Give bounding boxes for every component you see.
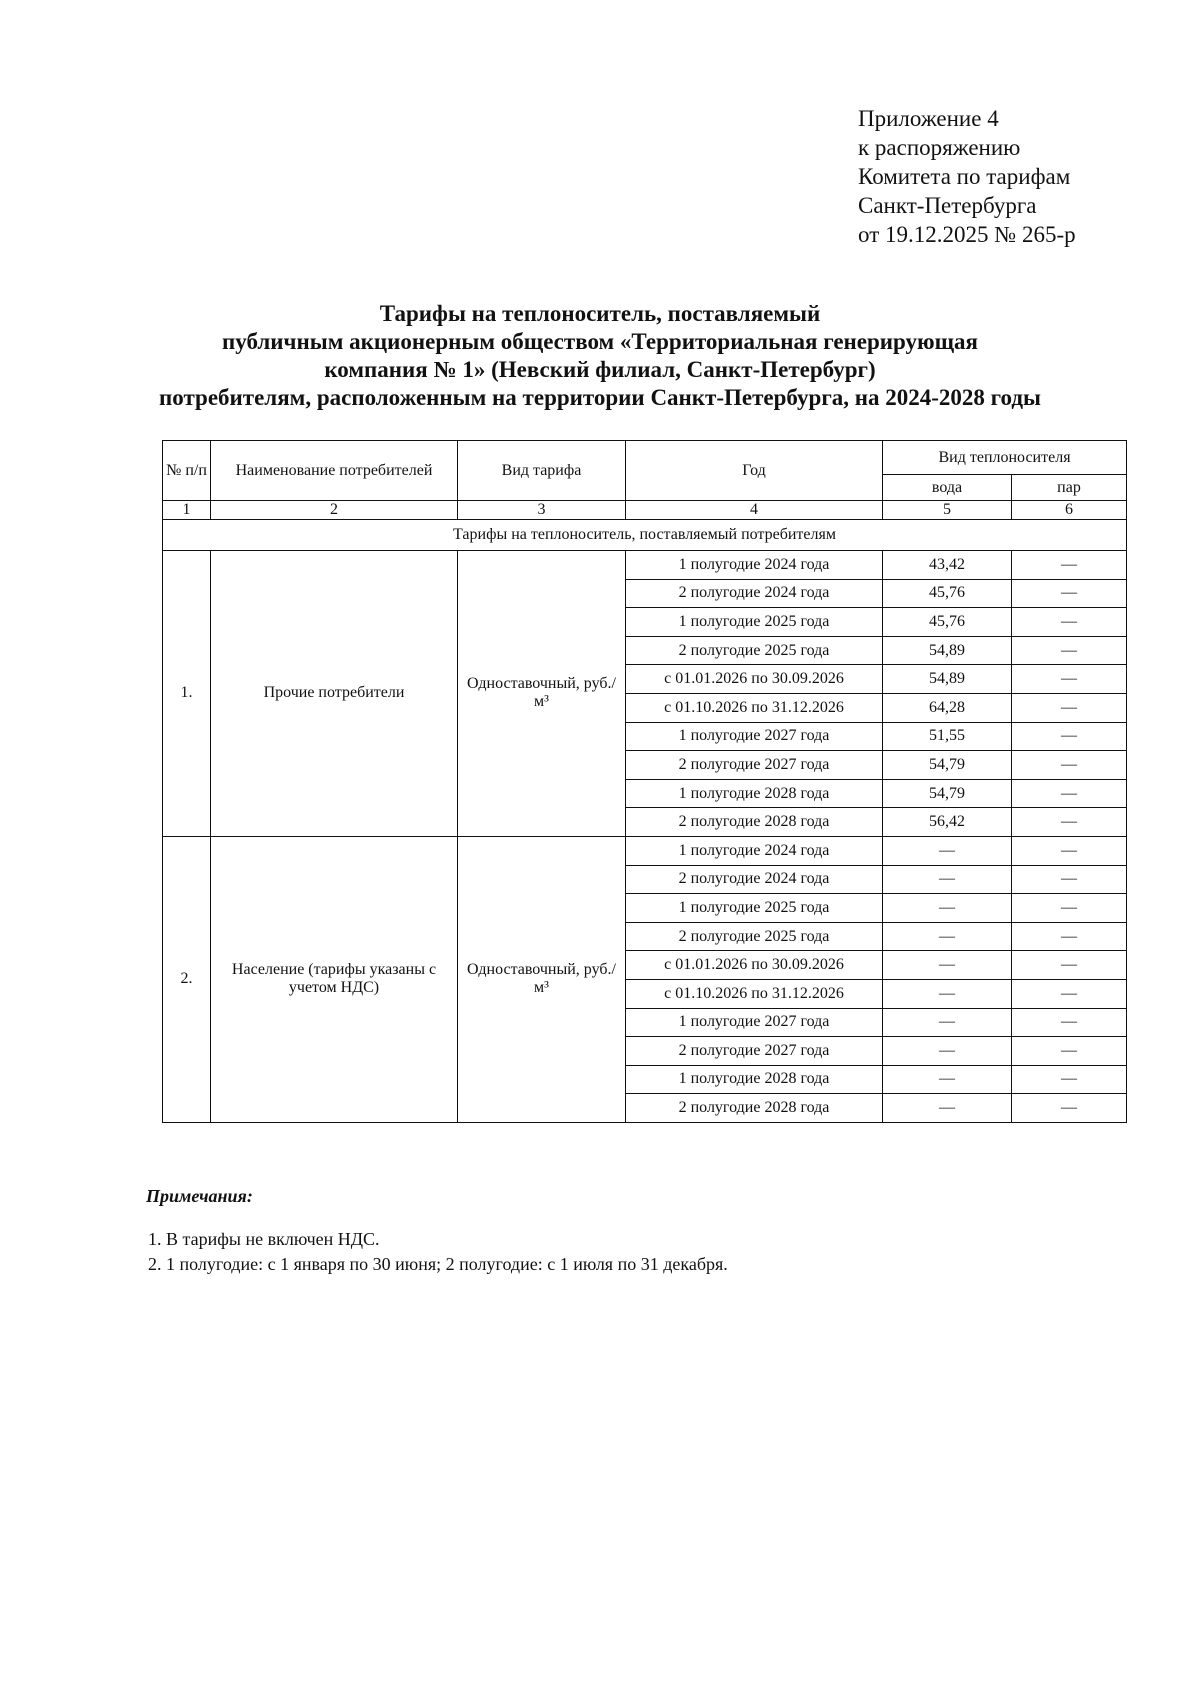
header-year: Год <box>626 441 883 501</box>
water-value: 51,55 <box>883 722 1012 751</box>
steam-value: — <box>1012 722 1127 751</box>
steam-value: — <box>1012 1094 1127 1123</box>
water-value: — <box>883 865 1012 894</box>
consumer-name: Прочие потребители <box>211 551 458 837</box>
period-cell: с 01.10.2026 по 31.12.2026 <box>626 979 883 1008</box>
header-tariff-type: Вид тарифа <box>458 441 626 501</box>
steam-value: — <box>1012 551 1127 580</box>
period-cell: 2 полугодие 2025 года <box>626 922 883 951</box>
water-value: 54,89 <box>883 665 1012 694</box>
header-water: вода <box>883 475 1012 501</box>
notes-title: Примечания: <box>146 1186 253 1206</box>
period-cell: 2 полугодие 2028 года <box>626 1094 883 1123</box>
column-number: 4 <box>626 501 883 520</box>
water-value: — <box>883 1037 1012 1066</box>
steam-value: — <box>1012 865 1127 894</box>
steam-value: — <box>1012 922 1127 951</box>
water-value: — <box>883 1094 1012 1123</box>
tariff-type: Одноставочный, руб./м³ <box>458 551 626 837</box>
appendix-line: к распоряжению <box>858 135 1021 160</box>
appendix-line: Приложение 4 <box>858 106 999 131</box>
period-cell: 1 полугодие 2025 года <box>626 894 883 923</box>
period-cell: с 01.10.2026 по 31.12.2026 <box>626 693 883 722</box>
water-value: — <box>883 894 1012 923</box>
steam-value: — <box>1012 836 1127 865</box>
water-value: 56,42 <box>883 808 1012 837</box>
note-item: 2. 1 полугодие: с 1 января по 30 июня; 2 полугодие: с 1 июля по 31 декабря. <box>166 1252 728 1277</box>
period-cell: с 01.01.2026 по 30.09.2026 <box>626 665 883 694</box>
section-title: Тарифы на теплоноситель, поставляемый потребителям <box>163 520 1127 551</box>
document-title <box>150 300 1050 412</box>
water-value: 54,89 <box>883 636 1012 665</box>
column-number: 1 <box>163 501 211 520</box>
table-row <box>163 551 1127 580</box>
column-number: 5 <box>883 501 1012 520</box>
water-value: — <box>883 1065 1012 1094</box>
water-value: — <box>883 1008 1012 1037</box>
appendix-line: от 19.12.2025 № 265-р <box>858 222 1076 247</box>
period-cell: 1 полугодие 2024 года <box>626 836 883 865</box>
tariff-type: Одноставочный, руб./м³ <box>458 836 626 1122</box>
steam-value: — <box>1012 779 1127 808</box>
tariff-table <box>162 440 1127 1123</box>
steam-value: — <box>1012 608 1127 637</box>
group-number: 1. <box>163 551 211 837</box>
water-value: — <box>883 979 1012 1008</box>
water-value: 64,28 <box>883 693 1012 722</box>
header-consumer: Наименование потребителей <box>211 441 458 501</box>
period-cell: 1 полугодие 2027 года <box>626 1008 883 1037</box>
table-row <box>163 836 1127 865</box>
steam-value: — <box>1012 894 1127 923</box>
period-cell: 1 полугодие 2025 года <box>626 608 883 637</box>
water-value: 45,76 <box>883 608 1012 637</box>
period-cell: 1 полугодие 2028 года <box>626 779 883 808</box>
water-value: 43,42 <box>883 551 1012 580</box>
period-cell: 2 полугодие 2024 года <box>626 865 883 894</box>
period-cell: 2 полугодие 2027 года <box>626 1037 883 1066</box>
steam-value: — <box>1012 808 1127 837</box>
notes-list <box>146 1227 728 1277</box>
steam-value: — <box>1012 1065 1127 1094</box>
notes-block <box>146 1186 728 1277</box>
period-cell: 1 полугодие 2027 года <box>626 722 883 751</box>
steam-value: — <box>1012 951 1127 980</box>
note-item: 1. В тарифы не включен НДС. <box>166 1227 728 1252</box>
water-value: — <box>883 922 1012 951</box>
column-number: 2 <box>211 501 458 520</box>
appendix-block <box>858 104 1076 249</box>
title-line: компания № 1» (Невский филиал, Санкт-Петербург) <box>324 357 876 382</box>
steam-value: — <box>1012 665 1127 694</box>
title-line: публичным акционерным обществом «Территориальная генерирующая <box>222 329 978 354</box>
period-cell: 2 полугодие 2028 года <box>626 808 883 837</box>
steam-value: — <box>1012 979 1127 1008</box>
water-value: 45,76 <box>883 579 1012 608</box>
steam-value: — <box>1012 751 1127 780</box>
water-value: 54,79 <box>883 779 1012 808</box>
group-number: 2. <box>163 836 211 1122</box>
steam-value: — <box>1012 579 1127 608</box>
water-value: 54,79 <box>883 751 1012 780</box>
steam-value: — <box>1012 693 1127 722</box>
header-carrier: Вид теплоносителя <box>883 441 1127 475</box>
period-cell: 2 полугодие 2027 года <box>626 751 883 780</box>
period-cell: с 01.01.2026 по 30.09.2026 <box>626 951 883 980</box>
period-cell: 2 полугодие 2024 года <box>626 579 883 608</box>
steam-value: — <box>1012 636 1127 665</box>
column-number: 6 <box>1012 501 1127 520</box>
title-line: Тарифы на теплоноситель, поставляемый <box>379 301 821 326</box>
period-cell: 1 полугодие 2024 года <box>626 551 883 580</box>
period-cell: 1 полугодие 2028 года <box>626 1065 883 1094</box>
appendix-line: Комитета по тарифам <box>858 164 1071 189</box>
steam-value: — <box>1012 1037 1127 1066</box>
water-value: — <box>883 836 1012 865</box>
consumer-name: Население (тарифы указаны с учетом НДС) <box>211 836 458 1122</box>
column-number: 3 <box>458 501 626 520</box>
header-steam: пар <box>1012 475 1127 501</box>
title-line: потребителям, расположенным на территории Санкт-Петербурга, на 2024-2028 годы <box>159 385 1041 410</box>
appendix-line: Санкт-Петербурга <box>858 193 1037 218</box>
steam-value: — <box>1012 1008 1127 1037</box>
period-cell: 2 полугодие 2025 года <box>626 636 883 665</box>
header-num: № п/п <box>163 441 211 501</box>
water-value: — <box>883 951 1012 980</box>
